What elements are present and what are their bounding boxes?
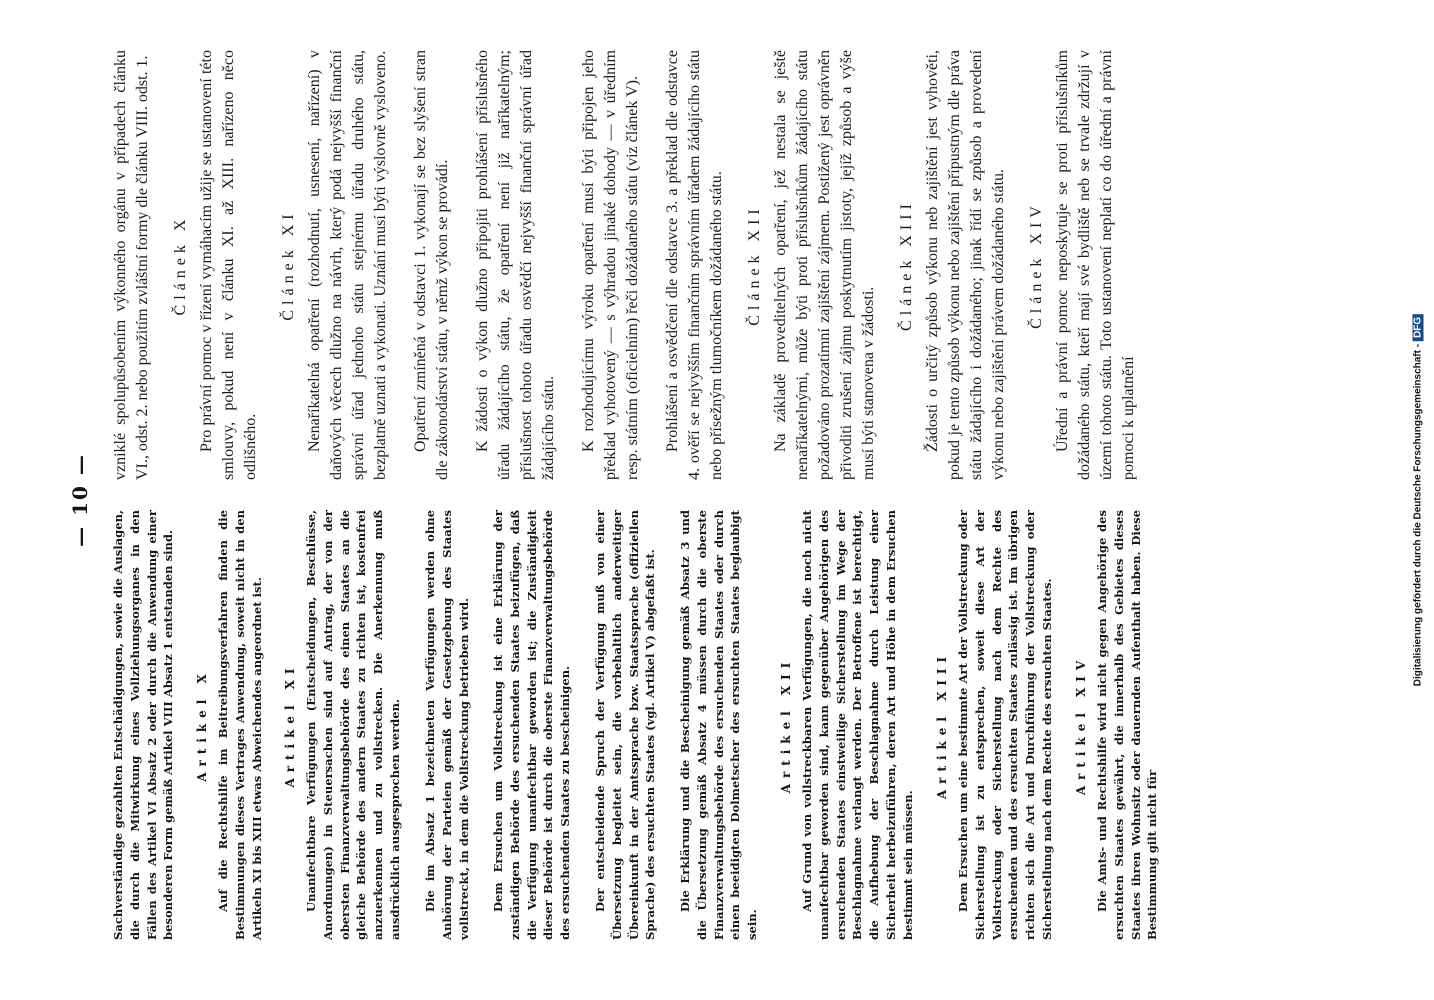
german-heading-article-xiv: Artikel XIV: [1074, 654, 1088, 796]
german-paragraph-xi-2: Die im Absatz 1 bezeichneten Verfügungen werden ohne Anhörung der Parteien gemäß der Gesetzgebung des Staates vollstreckt, in dem die Vollstreckung betrieben wird.: [423, 510, 471, 940]
german-paragraph-xi-3: Dem Ersuchen um Vollstreckung ist eine Erklärung der zuständigen Behörde des ersuchenden Staates beizufügen, daß die Verfügung unanfechtbar geworden ist; die Zuständigkeit dieser Behörde ist durch die oberste Finanzverwaltungsbehörde des ersuchenden Staates zu bescheinigen.: [491, 510, 573, 940]
czech-paragraph-clanek-xiv: Úřední a právní pomoc neposkytuje se proti příslušníkům dožádaného státu, kteří mají své bydliště neb se trvale zdržují v území tohoto státu. Toto ustanovení neplatí co do úřední a právní pomoci k uplatnění: [1054, 50, 1137, 480]
german-paragraph-xi-4: Der entscheidende Spruch der Verfügung muß von einer Übersetzung begleitet sein, die vorbehaltlich anderweitiger Übereinkunft in der Amtssprache bzw. Staatssprache (offiziellen Sprache) des ersuchten Staates (vgl. Artikel V) abgefaßt ist.: [593, 510, 658, 940]
czech-paragraph-clanek-xii: Na základě proveditelných opatření, jež nestala se ještě nenaříkatelnými, může býti proti příslušníkům žádajícího státu požadováno prozatímní zajištění zájmem. Postižený jest oprávněn přivoditi zrušení zájmu poskytnutím jistoty, jejíž způsob a výše musí býti stanovena v žádosti.: [772, 50, 877, 480]
german-heading-article-xi: Artikel XI: [283, 662, 297, 788]
czech-paragraph-clanek-x: Pro právní pomoc v řízení vymáhacím užije se ustanovení této smlouvy, pokud není v článku XI. až XIII. nařízeno něco odlišného.: [198, 50, 259, 480]
czech-paragraph-xi-1: Nenaříkatelná opatření (rozhodnutí, usnesení, nařízení) v daňových věcech dlužno na návrh, který podá nejvyšší finanční správní úřad jednoho státu stejnému úřadu druhého státu, bezplatně uznati a vykonati. Uznání musí býti výslovně vysloveno.: [306, 50, 389, 480]
german-paragraph-article-xiii: Dem Ersuchen um eine bestimmte Art der Vollstreckung oder Sicherstellung ist zu entsprechen, soweit diese Art der Vollstreckung oder Sicherstellung nach dem Rechte des ersuchenden und des ersuchten Staates zulässig ist. Im übrigen richten sich die Art und Durchführung der Vollstreckung oder Sicherstellung nach dem Rechte des ersuchten Staates.: [956, 510, 1054, 940]
german-heading-article-xiii: Artikel XIII: [935, 650, 949, 800]
german-paragraph-article-xii: Auf Grund von vollstreckbaren Verfügungen, die noch nicht unanfechtbar geworden sind, kann gegenüber Angehörigen des ersuchenden Staates einstweilige Sicherstellung im Wege der Beschlagnahme verlangt werden. Der Betroffene ist berechtigt, die Aufhebung der Beschlagnahme durch Leistung einer Sicherheit herbeizuführen, deren Art und Höhe in dem Ersuchen bestimmt sein müssen.: [800, 510, 915, 940]
german-heading-article-x: Artikel X: [195, 668, 209, 782]
digitization-credit: [1413, 314, 1424, 686]
czech-paragraph-xi-3: K žádosti o výkon dlužno připojiti prohlášení příslušného úřadu žádajícího státu, že opatření není již naříkatelným; příslušnost tohoto úřadu osvědčí nejvyšší finanční správní úřad žádajícího státu.: [474, 50, 557, 480]
czech-heading-clanek-xiii: Článek XIII: [898, 199, 915, 331]
german-paragraph-intro: Sachverständige gezahlten Entschädigungen, sowie die Auslagen, die durch die Mitwirkung eines Vollziehungsorganes in den Fällen des Artikel VI Absatz 2 oder durch die Anwendung einer besonderen Form gemäß Artikel VIII Absatz 1 entstanden sind.: [111, 510, 176, 940]
german-heading-article-xii: Artikel XII: [779, 656, 793, 794]
czech-heading-clanek-xii: Článek XII: [746, 204, 763, 326]
german-paragraph-article-xiv: Die Amts- und Rechtshilfe wird nicht gegen Angehörige des ersuchten Staates gewährt, die innerhalb des Gebietes dieses Staates ihren Wohnsitz oder dauernden Aufenthalt haben. Diese Bestimmung gilt nicht für: [1095, 510, 1160, 940]
czech-paragraph-clanek-xiii: Žádosti o určitý způsob výkonu neb zajištění jest vyhověti, pokud je tento způsob výkonu nebo zajištění přípustným dle práva státu žádajícího i dožádaného; jinak řídí se způsob a provedení výkonu nebo zajištění právem dožádaného státu.: [924, 50, 1007, 480]
czech-paragraph-intro: vzniklé spolupůsobením výkonného orgánu v případech článku VI., odst. 2. nebo použitím zvláštní formy dle článku VIII. odst. 1.: [112, 50, 151, 480]
german-paragraph-article-x: Auf die Rechtshilfe im Beitreibungsverfahren finden die Bestimmungen dieses Vertrages Anwendung, soweit nicht in den Artikeln XI bis XIII etwas Abweichendes angeordnet ist.: [216, 510, 264, 940]
page-number: — 10 —: [68, 453, 92, 547]
czech-paragraph-xi-5: Prohlášení a osvědčení dle odstavce 3. a překlad dle odstavce 4. ověří se nejvyšším finančním správním úřadem žádajícího státu nebo přísežným tlumočníkem dožádaného státu.: [664, 50, 725, 480]
german-paragraph-xi-5: Die Erklärung und die Bescheinigung gemäß Absatz 3 und die Übersetzung gemäß Absatz 4 müssen durch die oberste Finanzverwaltungsbehörde des ersuchenden Staates oder durch einen beeidigten Dolmetscher des ersuchten Staates beglaubigt sein.: [678, 510, 760, 940]
czech-heading-clanek-x: Článek X: [172, 214, 189, 316]
czech-paragraph-xi-4: K rozhodujícímu výroku opatření musí býti připojen jeho překlad vyhotovený — s výhradou jinaké dohody — v úředním resp. státním (oficielním) řeči dožádaného státu (viz článek V).: [580, 50, 641, 480]
dfg-logo: DFG: [1413, 314, 1424, 341]
german-paragraph-xi-1: Unanfechtbare Verfügungen (Entscheidungen, Beschlüsse, Anordnungen) in Steuersachen sind auf Antrag, der von der obersten Finanzverwaltungsbehörde des einen Staates an die gleiche Behörde des andern Staates zu richten ist, kostenfrei anzuerkennen und zu vollstrecken. Die Anerkennung muß ausdrücklich ausgesprochen werden.: [304, 510, 402, 940]
credit-text: Digitalisierung gefördert durch die Deutsche Forschungsgemeinschaft -: [1412, 343, 1424, 687]
czech-heading-clanek-xi: Článek XI: [280, 209, 297, 321]
czech-heading-clanek-xiv: Článek XIV: [1028, 201, 1045, 329]
czech-paragraph-xi-2: Opatření zmíněná v odstavci 1. vykonají se bez slyšení stran dle zákonodárství státu, v němž výkon se provádí.: [412, 50, 451, 480]
